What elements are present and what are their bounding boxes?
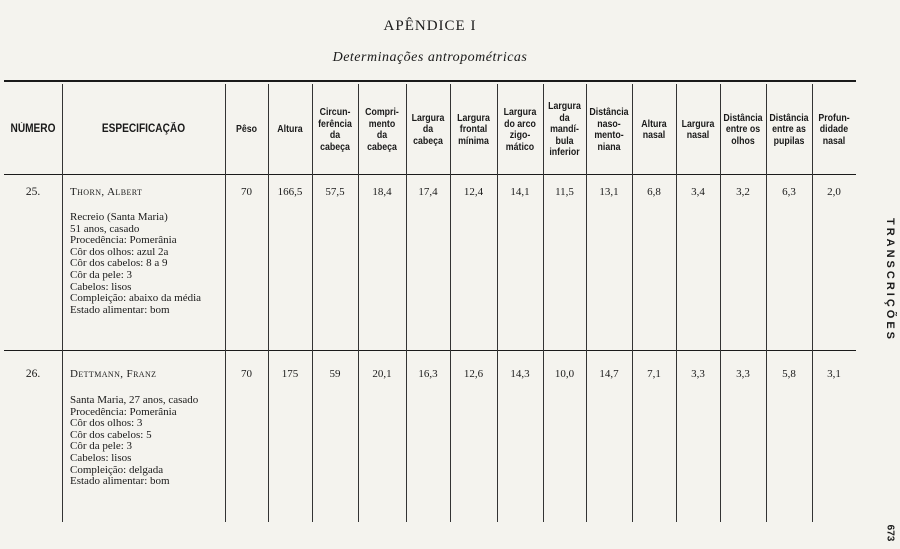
column-divider — [268, 84, 269, 522]
column-header-line: bula — [555, 135, 574, 147]
measurement-value: 5,8 — [782, 368, 796, 380]
measurement-value: 12,6 — [463, 368, 484, 380]
column-divider — [720, 84, 721, 522]
column-divider — [497, 84, 498, 522]
column-header-line: entre as — [772, 124, 806, 136]
measurement-value: 175 — [281, 368, 299, 380]
detail-line: Cabelos: lisos — [70, 451, 132, 464]
column-header-line: zigo- — [509, 130, 531, 141]
column-header-line: da — [559, 112, 570, 124]
column-header-line: Distância — [723, 112, 763, 124]
column-divider — [312, 84, 313, 522]
column-header-line: Altura — [641, 118, 667, 130]
measurement-value: 166,5 — [277, 186, 303, 198]
column-header — [635, 86, 674, 174]
measurement-value: 3,4 — [691, 186, 705, 198]
column-header-line: da — [422, 124, 434, 136]
row-separator-rule — [4, 350, 856, 351]
column-header — [409, 86, 448, 174]
measurement-value: 10,0 — [554, 368, 575, 380]
row-number: 25. — [25, 186, 41, 198]
column-header — [546, 86, 584, 174]
detail-line: Estado alimentar: bom — [70, 303, 170, 316]
column-header — [723, 86, 763, 174]
detail-line: Recreio (Santa Maria) — [70, 211, 168, 223]
measurement-value: 3,1 — [827, 368, 841, 380]
column-divider — [358, 84, 359, 522]
measurement-value: 6,8 — [647, 186, 661, 198]
measurement-value: 70 — [241, 368, 252, 380]
column-header-line: olhos — [731, 135, 755, 147]
column-header-line: NÚMERO — [10, 123, 56, 136]
page-subtitle: Determinações antropométricas — [332, 50, 528, 65]
person-name: Dettmann, Franz — [70, 368, 157, 380]
column-divider — [632, 84, 633, 522]
detail-line: Côr dos cabelos: 5 — [70, 428, 152, 441]
column-header-line: do arco — [504, 118, 536, 130]
column-divider — [812, 84, 813, 522]
column-divider — [543, 84, 544, 522]
detail-line: Compleição: abaixo da média — [70, 292, 202, 305]
column-header — [72, 86, 215, 174]
column-header-line: ESPECIFICAÇÃO — [101, 123, 186, 136]
column-header-line: ferência — [318, 118, 352, 130]
column-header-line: Largura — [503, 107, 537, 118]
column-header-line: mático — [505, 141, 535, 153]
measurement-value: 57,5 — [325, 186, 345, 198]
measurement-value: 11,5 — [555, 186, 574, 198]
measurement-value: 3,3 — [691, 368, 705, 380]
page-title: APÊNDICE I — [383, 18, 477, 34]
column-header-line: mento — [368, 118, 396, 130]
column-divider — [450, 84, 451, 522]
column-header-line: Largura — [457, 112, 490, 124]
measurement-value: 7,1 — [647, 368, 661, 380]
column-header-line: niana — [597, 141, 621, 153]
column-header-line: Profun- — [818, 112, 850, 124]
detail-line: Cabelos: lisos — [70, 280, 132, 293]
column-divider — [676, 84, 677, 522]
column-header-line: da — [329, 130, 341, 141]
measurement-value: 14,1 — [510, 186, 530, 198]
detail-line: 51 anos, casado — [70, 222, 140, 235]
column-header-line: Pêso — [235, 124, 258, 136]
measurement-value: 2,0 — [827, 186, 841, 198]
column-header-line: Largura — [681, 118, 715, 130]
column-header — [815, 86, 854, 174]
column-header-line: inferior — [549, 147, 580, 159]
detail-line: Côr da pele: 3 — [70, 268, 133, 281]
measurement-value: 17,4 — [418, 186, 438, 198]
column-header-line: cabeça — [320, 141, 350, 153]
detail-line: Côr da pele: 3 — [70, 440, 133, 453]
column-header — [453, 86, 494, 174]
top-rule — [4, 80, 856, 82]
detail-line: Compleição: delgada — [70, 463, 164, 476]
header-rule — [4, 174, 856, 175]
column-header-line: mento- — [594, 130, 624, 141]
detail-line: Estado alimentar: bom — [70, 475, 170, 488]
person-name: Thorn, Albert — [70, 186, 143, 198]
column-header-line: didade — [819, 124, 849, 136]
measurement-value: 3,2 — [736, 186, 750, 198]
measurement-value: 70 — [241, 186, 252, 198]
person-details — [70, 212, 201, 316]
column-header — [271, 86, 310, 174]
measurement-value: 16,3 — [418, 368, 438, 380]
column-header-line: naso- — [597, 118, 621, 130]
column-divider — [62, 84, 63, 522]
column-header-line: mínima — [458, 135, 489, 147]
column-divider — [406, 84, 407, 522]
column-divider — [225, 84, 226, 522]
column-divider — [766, 84, 767, 522]
column-header-line: Compri- — [365, 107, 399, 118]
column-divider — [586, 84, 587, 522]
column-header-line: Distância — [769, 112, 809, 124]
column-header-line: cabeça — [367, 141, 397, 153]
column-header-line: nasal — [642, 130, 666, 141]
column-header-line: Largura — [411, 112, 445, 124]
detail-line: Côr dos olhos: 3 — [70, 417, 143, 430]
page-number-text: 673 — [884, 524, 896, 542]
row-number: 26. — [25, 368, 41, 380]
measurement-value: 14,7 — [599, 368, 619, 380]
column-header — [228, 86, 266, 174]
column-header — [361, 86, 403, 174]
column-header-line: nasal — [822, 135, 846, 147]
measurement-value: 14,3 — [510, 368, 530, 380]
column-header-line: Circun- — [319, 107, 351, 118]
measurement-value: 12,4 — [463, 186, 484, 198]
column-header-line: mandí- — [550, 124, 579, 136]
column-header — [589, 86, 629, 174]
page-number — [882, 520, 898, 546]
measurement-value: 6,3 — [782, 186, 796, 198]
column-header-line: Altura — [277, 124, 303, 136]
column-header-line: Distância — [589, 107, 629, 118]
column-header-line: frontal — [459, 124, 488, 136]
detail-line: Côr dos olhos: azul 2a — [70, 245, 169, 258]
column-header-line: cabeça — [413, 135, 443, 147]
measurement-value: 13,1 — [599, 186, 619, 198]
measurement-value: 20,1 — [372, 368, 392, 380]
column-header-line: nasal — [686, 130, 710, 141]
column-header — [500, 86, 540, 174]
column-header — [679, 86, 718, 174]
column-header — [7, 86, 58, 174]
column-header — [769, 86, 809, 174]
person-details — [70, 395, 198, 488]
detail-line: Procedência: Pomerânia — [70, 234, 177, 247]
column-header-line: pupilas — [773, 135, 805, 147]
measurement-value: 3,3 — [736, 368, 750, 380]
measurement-value: 59 — [329, 368, 341, 380]
column-header-line: entre os — [725, 124, 761, 136]
column-header-line: da — [376, 130, 388, 141]
side-label-text: TRANSCRIÇÕES — [884, 217, 896, 343]
measurement-value: 18,4 — [372, 186, 392, 198]
detail-line: Santa Maria, 27 anos, casado — [70, 394, 199, 406]
column-header-line: Largura — [548, 101, 581, 113]
column-header — [315, 86, 355, 174]
detail-line: Procedência: Pomerânia — [70, 405, 177, 418]
detail-line: Côr dos cabelos: 8 a 9 — [70, 257, 168, 270]
side-label — [880, 200, 900, 360]
